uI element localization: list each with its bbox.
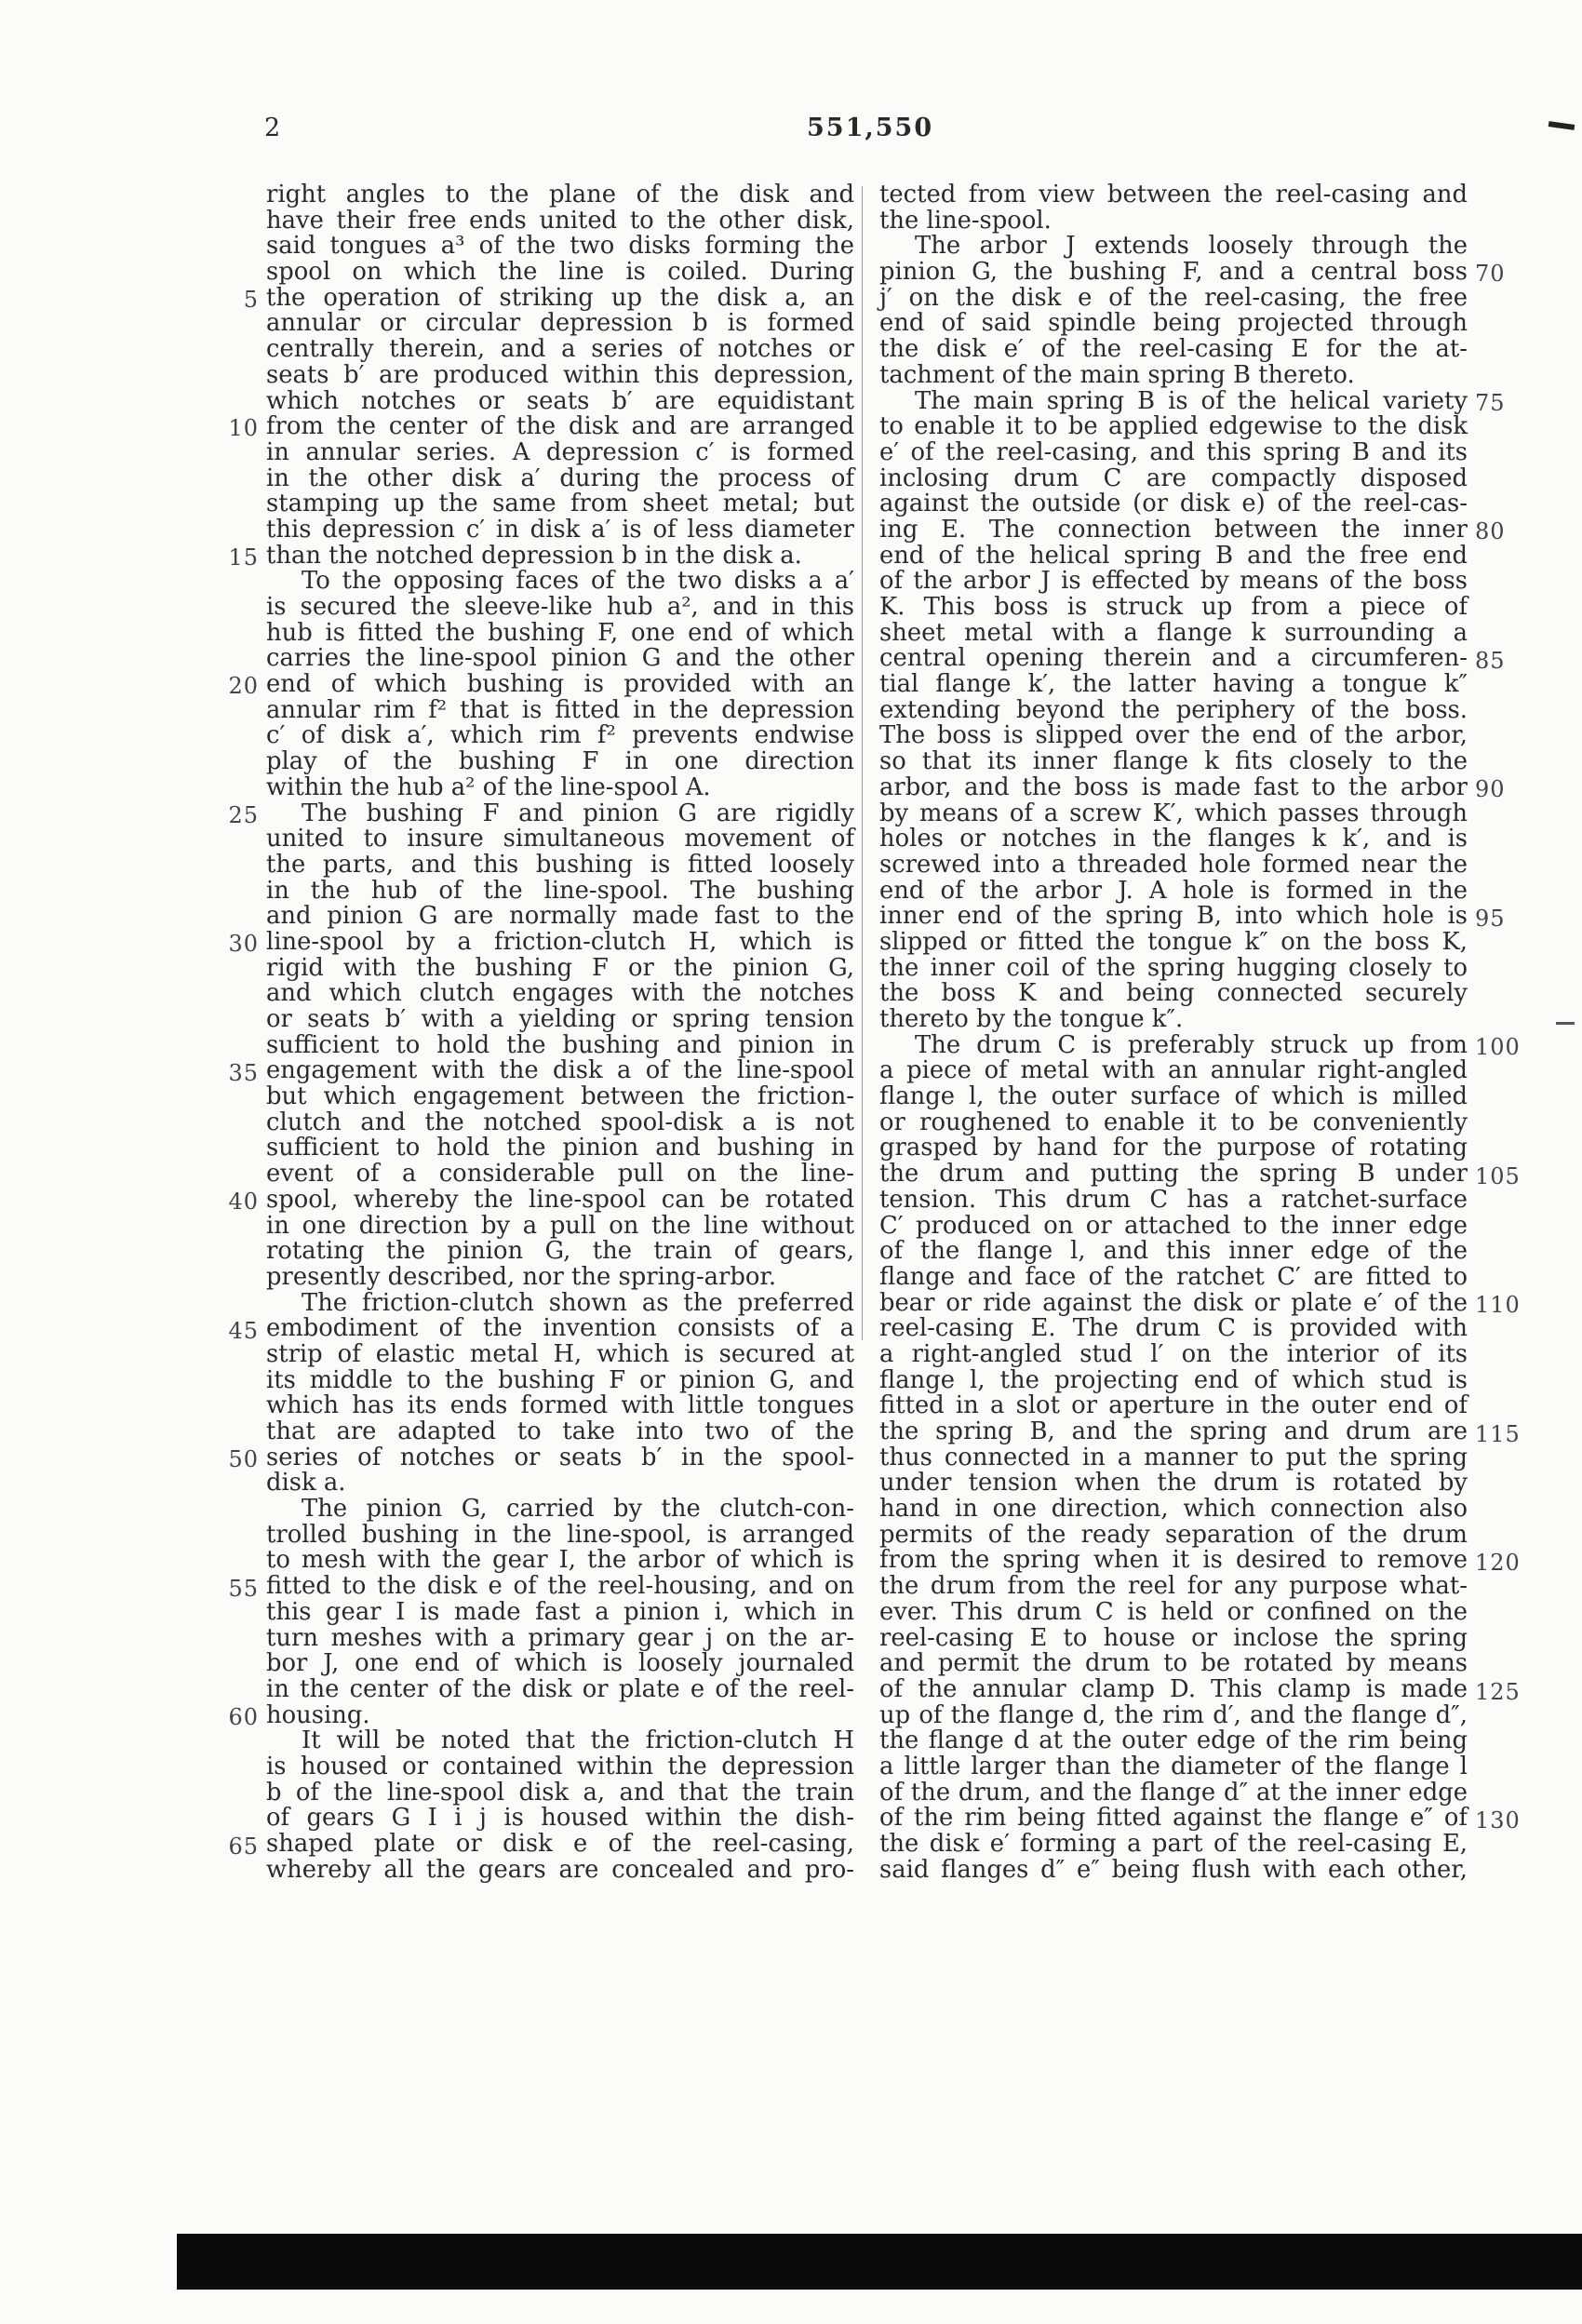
text-line: seats b′ are produced within this depression, bbox=[266, 360, 854, 389]
text-line: e′ of the reel-casing, and this spring B and its bbox=[879, 437, 1468, 466]
column-divider bbox=[862, 186, 863, 1340]
line-number: 95 bbox=[1475, 905, 1506, 932]
text-line: arbor, and the boss is made fast to the arbor bbox=[879, 772, 1468, 801]
text-line: permits of the ready separation of the drum bbox=[879, 1520, 1468, 1549]
line-number: 105 bbox=[1475, 1162, 1521, 1189]
line-number: 45 bbox=[228, 1317, 259, 1344]
line-number: 35 bbox=[228, 1059, 259, 1086]
line-number: 130 bbox=[1475, 1807, 1521, 1834]
text-line: the inner coil of the spring hugging closely to bbox=[879, 953, 1468, 982]
line-number: 60 bbox=[228, 1704, 259, 1731]
line-number: 75 bbox=[1475, 389, 1506, 416]
text-line: line-spool by a friction-clutch H, which is bbox=[266, 927, 854, 956]
line-number: 40 bbox=[228, 1189, 259, 1216]
line-number: 125 bbox=[1475, 1678, 1521, 1705]
text-line: its middle to the bushing F or pinion G, and bbox=[266, 1365, 854, 1394]
text-line: the boss K and being connected securely bbox=[879, 979, 1468, 1008]
text-line: The bushing F and pinion G are rigidly bbox=[302, 799, 854, 827]
text-line: strip of elastic metal H, which is secured at bbox=[266, 1339, 854, 1368]
text-line: annular rim f² that is fitted in the depression bbox=[266, 695, 854, 724]
text-line: right angles to the plane of the disk and bbox=[266, 181, 854, 208]
text-line: tension. This drum C has a ratchet-surface bbox=[879, 1185, 1468, 1214]
text-line: annular or circular depression b is formed bbox=[266, 309, 854, 338]
text-line: which notches or seats b′ are equidistant bbox=[266, 386, 854, 415]
text-line: or seats b′ with a yielding or spring tension bbox=[266, 1005, 854, 1033]
text-line: To the opposing faces of the two disks a a′ bbox=[302, 567, 854, 596]
line-number: 55 bbox=[228, 1575, 259, 1602]
text-line: fitted to the disk e of the reel-housing, and on bbox=[266, 1572, 854, 1601]
text-line: bor J, one end of which is loosely journaled bbox=[266, 1649, 854, 1678]
line-number: 90 bbox=[1475, 776, 1506, 803]
text-line: C′ produced on or attached to the inner edge bbox=[879, 1211, 1468, 1240]
text-line: the flange d at the outer edge of the rim being bbox=[879, 1726, 1468, 1755]
text-line: have their free ends united to the other disk, bbox=[266, 206, 854, 235]
text-line: hub is fitted the bushing F, one end of which bbox=[266, 618, 854, 647]
text-line: or roughened to enable it to be conveniently bbox=[879, 1108, 1468, 1136]
text-line: which has its ends formed with little tongues bbox=[266, 1391, 854, 1420]
text-line: end of the helical spring B and the free end bbox=[879, 541, 1468, 570]
text-line: carries the line-spool pinion G and the other bbox=[266, 644, 854, 673]
text-line: from the spring when it is desired to remove bbox=[879, 1546, 1468, 1575]
text-line: reel-casing E. The drum C is provided with bbox=[879, 1314, 1468, 1343]
line-number: 100 bbox=[1475, 1034, 1521, 1061]
text-line: K. This boss is struck up from a piece of bbox=[879, 593, 1468, 621]
text-line: j′ on the disk e of the reel-casing, the free bbox=[879, 283, 1468, 312]
text-line: disk a. bbox=[266, 1469, 346, 1498]
line-number: 50 bbox=[228, 1446, 259, 1473]
text-line: the operation of striking up the disk a, an bbox=[266, 283, 854, 312]
text-line: that are adapted to take into two of the bbox=[266, 1417, 854, 1445]
line-number: 15 bbox=[228, 544, 259, 571]
text-line: c′ of disk a′, which rim f² prevents endwise bbox=[266, 721, 854, 750]
text-line: sufficient to hold the bushing and pinion in bbox=[266, 1030, 854, 1059]
text-line: of the rim being fitted against the flange e″ of bbox=[879, 1804, 1468, 1833]
text-line: event of a considerable pull on the line- bbox=[266, 1160, 854, 1189]
text-line: It will be noted that the friction-clutch H bbox=[302, 1726, 854, 1755]
text-line: screwed into a threaded hole formed near the bbox=[879, 850, 1468, 879]
page-number: 2 bbox=[264, 114, 282, 142]
text-line: fitted in a slot or aperture in the outer end of bbox=[879, 1391, 1468, 1420]
text-line: embodiment of the invention consists of a bbox=[266, 1314, 854, 1343]
text-line: thus connected in a manner to put the spring bbox=[879, 1443, 1468, 1471]
text-line: engagement with the disk a of the line-spool bbox=[266, 1056, 854, 1085]
text-line: hand in one direction, which connection also bbox=[879, 1495, 1468, 1524]
text-line: within the hub a² of the line-spool A. bbox=[266, 772, 711, 801]
text-line: series of notches or seats b′ in the spool- bbox=[266, 1443, 854, 1471]
text-line: from the center of the disk and are arranged bbox=[266, 412, 854, 441]
text-line: The main spring B is of the helical variety bbox=[915, 386, 1468, 415]
text-line: the spring B, and the spring and drum are bbox=[879, 1417, 1468, 1445]
text-line: in the other disk a′ during the process of bbox=[266, 463, 854, 492]
line-number: 20 bbox=[228, 673, 259, 700]
text-line: whereby all the gears are concealed and pro- bbox=[266, 1855, 854, 1884]
line-number: 65 bbox=[228, 1833, 259, 1860]
text-line: of gears G I i j is housed within the dish- bbox=[266, 1804, 854, 1833]
text-line: flange l, the projecting end of which stud is bbox=[879, 1365, 1468, 1394]
line-number: 110 bbox=[1475, 1292, 1521, 1319]
text-line: stamping up the same from sheet metal; but bbox=[266, 490, 854, 518]
text-line: tial flange k′, the latter having a tongue k″ bbox=[879, 670, 1468, 699]
text-line: trolled bushing in the line-spool, is arranged bbox=[266, 1520, 854, 1549]
patent-number: 551,550 bbox=[807, 114, 934, 142]
text-line: rigid with the bushing F or the pinion G, bbox=[266, 953, 854, 982]
text-line: spool, whereby the line-spool can be rotated bbox=[266, 1185, 854, 1214]
text-line: holes or notches in the flanges k k′, and is bbox=[879, 825, 1468, 853]
text-line: spool on which the line is coiled. During bbox=[266, 258, 854, 287]
text-line: and which clutch engages with the notches bbox=[266, 979, 854, 1008]
text-line: ing E. The connection between the inner bbox=[879, 515, 1468, 544]
text-line: of the arbor J is effected by means of the boss bbox=[879, 567, 1468, 596]
text-line: a right-angled stud l′ on the interior of its bbox=[879, 1339, 1468, 1368]
text-line: pinion G, the bushing F, and a central boss bbox=[879, 258, 1468, 287]
text-line: the disk e′ of the reel-casing E for the at- bbox=[879, 335, 1468, 364]
text-line: end of said spindle being projected through bbox=[879, 309, 1468, 338]
text-line: united to insure simultaneous movement of bbox=[266, 825, 854, 853]
scan-edge-mark bbox=[1548, 121, 1575, 130]
text-line: central opening therein and a circumferen- bbox=[879, 644, 1468, 673]
text-line: so that its inner flange k fits closely to the bbox=[879, 747, 1468, 776]
text-line: the drum from the reel for any purpose what- bbox=[879, 1572, 1468, 1601]
text-line: this gear I is made fast a pinion i, which in bbox=[266, 1597, 854, 1626]
text-line: in annular series. A depression c′ is formed bbox=[266, 437, 854, 466]
line-number: 115 bbox=[1475, 1420, 1521, 1447]
line-number: 85 bbox=[1475, 647, 1506, 674]
text-line: tected from view between the reel-casing and bbox=[879, 181, 1468, 208]
line-number: 5 bbox=[243, 286, 259, 313]
text-line: b of the line-spool disk a, and that the train bbox=[266, 1778, 854, 1807]
text-line: The arbor J extends loosely through the bbox=[915, 232, 1468, 261]
text-line: flange and face of the ratchet C′ are fitted to bbox=[879, 1262, 1468, 1291]
text-line: sheet metal with a flange k surrounding a bbox=[879, 618, 1468, 647]
text-line: slipped or fitted the tongue k″ on the boss K, bbox=[879, 927, 1468, 956]
right-text-column bbox=[879, 182, 1468, 1883]
text-line: the disk e′ forming a part of the reel-casing E, bbox=[879, 1830, 1468, 1858]
text-line: up of the flange d, the rim d′, and the flange d″, bbox=[879, 1700, 1468, 1729]
text-line: end of which bushing is provided with an bbox=[266, 670, 854, 699]
text-line: but which engagement between the friction- bbox=[266, 1082, 854, 1111]
text-line: bear or ride against the disk or plate e′ of the bbox=[879, 1288, 1468, 1317]
text-line: reel-casing E to house or inclose the spring bbox=[879, 1623, 1468, 1652]
line-number: 70 bbox=[1475, 261, 1506, 288]
line-number: 25 bbox=[228, 801, 259, 828]
text-line: the parts, and this bushing is fitted loosely bbox=[266, 850, 854, 879]
line-number: 120 bbox=[1475, 1550, 1521, 1577]
text-line: grasped by hand for the purpose of rotating bbox=[879, 1134, 1468, 1162]
left-text-column bbox=[266, 182, 854, 1883]
text-line: said flanges d″ e″ being flush with each other, bbox=[879, 1855, 1468, 1884]
text-line: sufficient to hold the pinion and bushing in bbox=[266, 1134, 854, 1162]
text-line: this depression c′ in disk a′ is of less diameter bbox=[266, 515, 854, 544]
text-line: flange l, the outer surface of which is milled bbox=[879, 1082, 1468, 1111]
text-line: the drum and putting the spring B under bbox=[879, 1160, 1468, 1189]
text-line: to mesh with the gear I, the arbor of which is bbox=[266, 1546, 854, 1575]
text-line: clutch and the notched spool-disk a is not bbox=[266, 1108, 854, 1136]
text-line: The boss is slipped over the end of the arbor, bbox=[879, 721, 1468, 750]
text-line: extending beyond the periphery of the boss. bbox=[879, 695, 1468, 724]
text-line: play of the bushing F in one direction bbox=[266, 747, 854, 776]
text-line: of the flange l, and this inner edge of the bbox=[879, 1237, 1468, 1266]
text-line: The drum C is preferably struck up from bbox=[915, 1030, 1468, 1059]
text-line: is secured the sleeve-like hub a², and in this bbox=[266, 593, 854, 621]
line-number: 10 bbox=[228, 415, 259, 442]
text-line: of the drum, and the flange d″ at the inner edge bbox=[879, 1778, 1468, 1807]
text-line: a piece of metal with an annular right-angled bbox=[879, 1056, 1468, 1085]
text-line: in the hub of the line-spool. The bushing bbox=[266, 876, 854, 905]
text-line: against the outside (or disk e) of the reel-cas- bbox=[879, 490, 1468, 518]
text-line: rotating the pinion G, the train of gears, bbox=[266, 1237, 854, 1266]
text-line: and pinion G are normally made fast to the bbox=[266, 902, 854, 931]
text-line: ever. This drum C is held or confined on the bbox=[879, 1597, 1468, 1626]
text-line: The pinion G, carried by the clutch-con- bbox=[302, 1495, 854, 1524]
line-number: 30 bbox=[228, 931, 259, 958]
text-line: inner end of the spring B, into which hole is bbox=[879, 902, 1468, 931]
text-line: is housed or contained within the depression bbox=[266, 1752, 854, 1780]
text-line: shaped plate or disk e of the reel-casing, bbox=[266, 1830, 854, 1858]
text-line: inclosing drum C are compactly disposed bbox=[879, 463, 1468, 492]
text-line: end of the arbor J. A hole is formed in the bbox=[879, 876, 1468, 905]
scan-side-mark bbox=[1556, 1022, 1575, 1025]
text-line: presently described, nor the spring-arbor. bbox=[266, 1262, 777, 1291]
text-line: tachment of the main spring B thereto. bbox=[879, 360, 1355, 389]
text-line: and permit the drum to be rotated by means bbox=[879, 1649, 1468, 1678]
scan-bottom-border bbox=[177, 2234, 1582, 2290]
text-line: housing. bbox=[266, 1700, 370, 1729]
line-number: 80 bbox=[1475, 518, 1506, 545]
text-line: said tongues a³ of the two disks forming the bbox=[266, 232, 854, 261]
text-line: of the annular clamp D. This clamp is made bbox=[879, 1674, 1468, 1703]
text-line: to enable it to be applied edgewise to the disk bbox=[879, 412, 1468, 441]
text-line: in one direction by a pull on the line without bbox=[266, 1211, 854, 1240]
text-line: in the center of the disk or plate e of the reel- bbox=[266, 1674, 854, 1703]
text-line: The friction-clutch shown as the preferred bbox=[302, 1288, 854, 1317]
text-line: centrally therein, and a series of notches or bbox=[266, 335, 854, 364]
text-line: a little larger than the diameter of the flange l bbox=[879, 1752, 1468, 1780]
text-line: under tension when the drum is rotated by bbox=[879, 1469, 1468, 1498]
text-line: than the notched depression b in the disk a. bbox=[266, 541, 802, 570]
text-line: by means of a screw K′, which passes through bbox=[879, 799, 1468, 827]
text-line: turn meshes with a primary gear j on the ar- bbox=[266, 1623, 854, 1652]
text-line: the line-spool. bbox=[879, 206, 1052, 235]
text-line: thereto by the tongue k″. bbox=[879, 1005, 1184, 1033]
